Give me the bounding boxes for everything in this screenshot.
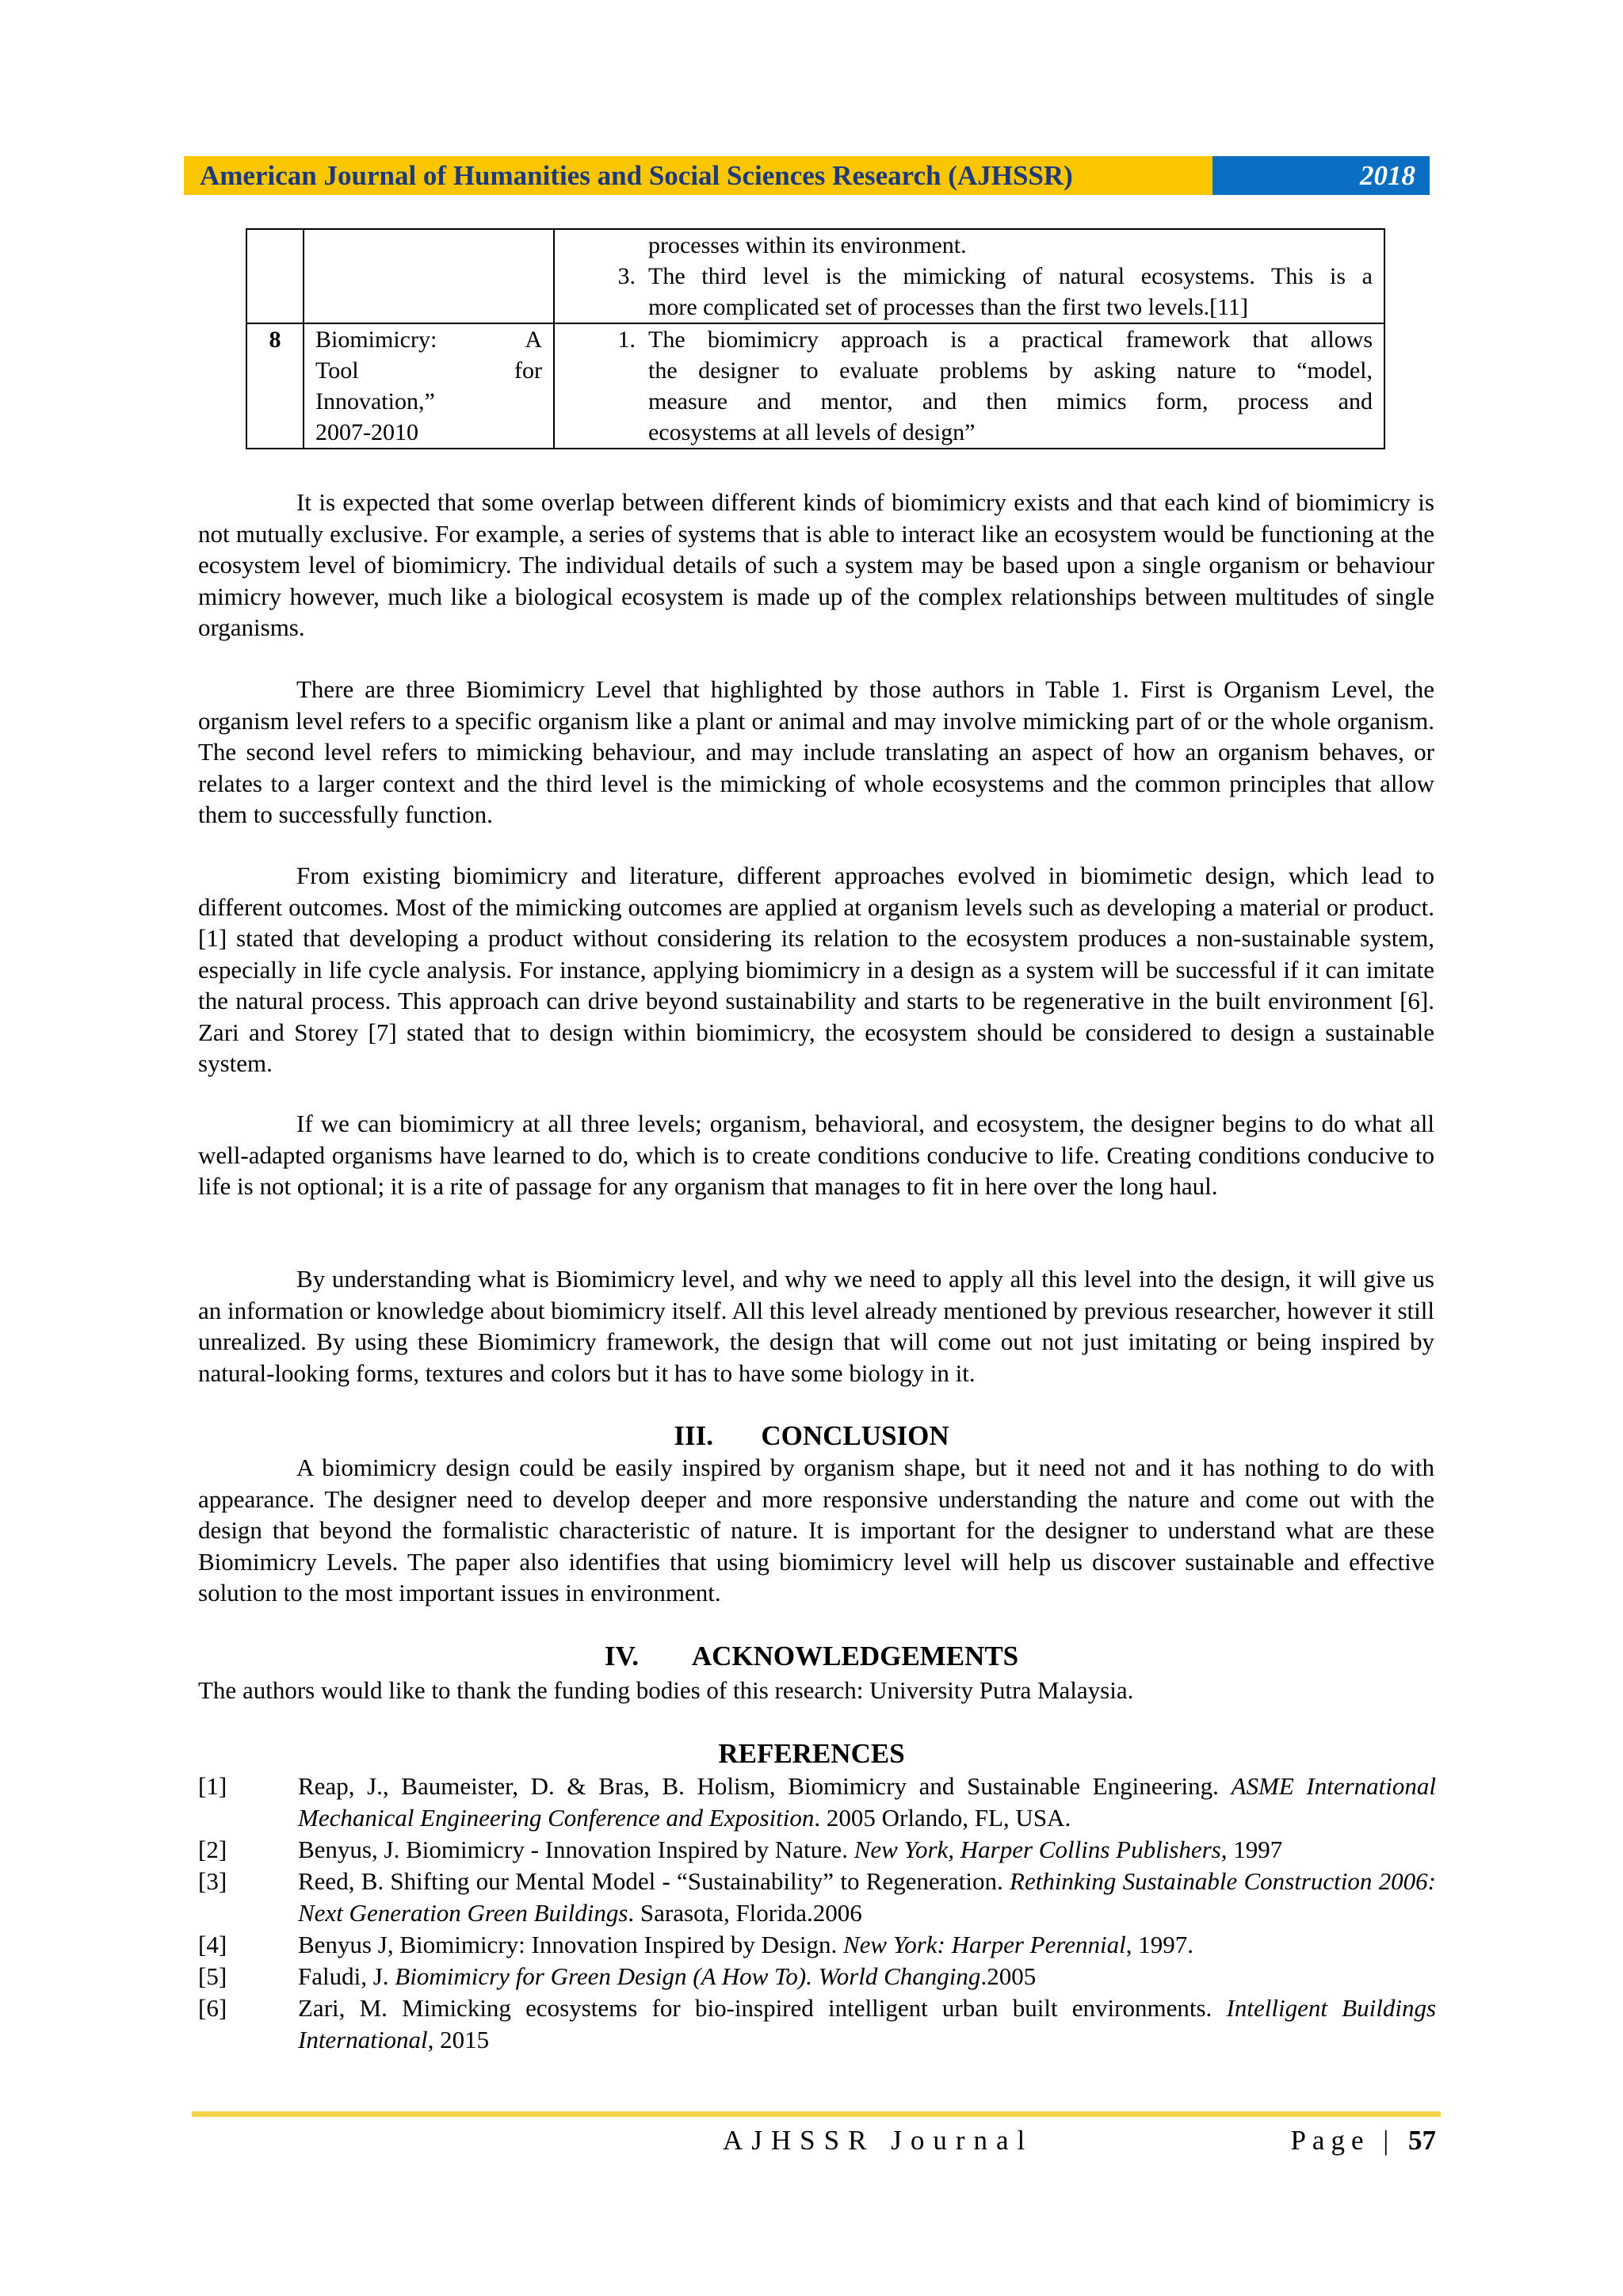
table-cell-title	[304, 323, 554, 449]
paragraph: From existing biomimicry and literature, different approaches evolved in biomimetic design, which lead to different outcomes. Most of the mimicking outcomes are applied at organism levels such as developing a material or product. [1] stated that developing a product without considering its relation to the ecosystem produces a non-sustainable system, especially in life cycle analysis. For instance, applying biomimicry in a design as a system will be successful if it can imitate the natural process. This approach can drive beyond sustainability and starts to be regenerative in the built environment [6]. Zari and Storey [7] stated that to design within biomimicry, the ecosystem should be considered to design a sustainable system.	[198, 861, 1434, 1077]
paragraph: The authors would like to thank the funding bodies of this research: University Putra Malaysia.	[198, 1676, 1134, 1704]
table-cell-number: 8	[246, 323, 304, 449]
footer-divider	[192, 2111, 1441, 2117]
list-item	[555, 230, 1373, 261]
section-title: REFERENCES	[718, 1738, 905, 1769]
page-label: Page |	[1290, 2125, 1396, 2156]
list-item	[555, 324, 1373, 448]
section-title: ACKNOWLEDGEMENTS	[691, 1641, 1019, 1671]
title-word: Biomimicry:	[315, 327, 437, 353]
list-item-number: 1.	[617, 327, 636, 353]
list-item-text: measure and mentor, and then mimics form, process and	[648, 388, 1373, 415]
list-item-text: The biomimicry approach is a practical framework that allows	[648, 327, 1373, 353]
body-text	[198, 1108, 1434, 1202]
reference-item: [3] Reed, B. Shifting our Mental Model - “Sustainability” to Regeneration. Rethinking Sustainable Construction 2006: Next Generation Green Buildings. Sarasota, Florida.2006	[198, 1867, 1437, 1927]
section-heading-acknowledgements	[0, 1641, 1623, 1672]
list-item-text: the designer to evaluate problems by asking nature to “model,	[648, 357, 1373, 384]
section-heading-references	[0, 1738, 1623, 1770]
title-word: A	[525, 327, 542, 353]
journal-year: 2018	[1212, 156, 1430, 195]
body-text	[198, 1675, 1434, 1706]
paragraph: A biomimicry design could be easily inspired by organism shape, but it need not and it has nothing to do with appearance. The designer need to develop deeper and more responsive understanding the nature and come out with the design that beyond the formalistic characteristic of nature. It is important for the designer to understand what are these Biomimicry Levels. The paper also identifies that using biomimicry level will help us discover sustainable and effective solution to the most important issues in environment.	[198, 1454, 1434, 1606]
footer-page-number	[1290, 2125, 1436, 2157]
body-text	[198, 487, 1434, 644]
paragraph: There are three Biomimicry Level that highlighted by those authors in Table 1. First is Organism Level, the organism level refers to a specific organism like a plant or animal and may involve mimicking part of or the whole organism. The second level refers to mimicking behaviour, and may include translating an aspect of how an organism behaves, or relates to a larger context and the third level is the mimicking of whole ecosystems and the common principles that allow them to successfully function.	[198, 675, 1434, 828]
journal-header	[184, 156, 1430, 195]
reference-item: [6] Zari, M. Mimicking ecosystems for bio-inspired intelligent urban built environments. Intelligent Buildings International, 2015	[198, 1994, 1437, 2053]
table-row	[246, 229, 1384, 323]
list-item-text: The third level is the mimicking of natural ecosystems. This is a	[648, 263, 1373, 289]
table-cell-number	[246, 229, 304, 323]
reference-item: [1] Reap, J., Baumeister, D. & Bras, B. Holism, Biomimicry and Sustainable Engineering. ASME International Mechanical Engineering Conference and Exposition. 2005 Orlando, FL, USA.	[198, 1772, 1437, 1832]
title-word: Innovation,”	[315, 388, 435, 415]
body-text	[198, 1263, 1434, 1389]
body-text	[198, 674, 1434, 831]
section-title: CONCLUSION	[761, 1420, 949, 1451]
title-word: 2007-2010	[315, 419, 418, 445]
list-item-text: ecosystems at all levels of design”	[648, 419, 976, 445]
journal-title: American Journal of Humanities and Social Sciences Research (AJHSSR)	[184, 156, 1212, 195]
biomimicry-table	[246, 228, 1385, 449]
section-heading-conclusion	[0, 1420, 1623, 1452]
list-item-text: processes within its environment.	[648, 232, 967, 258]
reference-list	[198, 1771, 1436, 2056]
paragraph: It is expected that some overlap between different kinds of biomimicry exists and that each kind of biomimicry is not mutually exclusive. For example, a series of systems that is able to interact like an ecosystem would be functioning at the ecosystem level of biomimicry. The individual details of such a system may be based upon a single organism or behaviour mimicry however, much like a biological ecosystem is made up of the complex relationships between multitudes of single organisms.	[198, 488, 1434, 641]
body-text	[198, 1452, 1434, 1609]
list-item	[555, 261, 1373, 323]
page-number: 57	[1408, 2125, 1436, 2156]
title-word: Tool	[315, 357, 359, 384]
reference-item: [2] Benyus, J. Biomimicry - Innovation Inspired by Nature. New York, Harper Collins Publishers, 1997	[198, 1836, 1283, 1863]
paragraph: By understanding what is Biomimicry level, and why we need to apply all this level into the design, it will give us an information or knowledge about biomimicry itself. All this level already mentioned by previous researcher, however it still unrealized. By using these Biomimicry framework, the design that will come out not just imitating or being inspired by natural-looking forms, textures and colors but it has to have some biology in it.	[198, 1265, 1434, 1387]
section-number: III.	[674, 1420, 713, 1451]
reference-item: [4] Benyus J, Biomimicry: Innovation Inspired by Design. New York: Harper Perennial, 1997.	[198, 1931, 1193, 1958]
table-cell-description	[554, 229, 1384, 323]
body-text	[198, 860, 1434, 1079]
reference-item: [5] Faludi, J. Biomimicry for Green Design (A How To). World Changing.2005	[198, 1962, 1037, 1990]
title-word: for	[514, 357, 542, 384]
paragraph: If we can biomimicry at all three levels; organism, behavioral, and ecosystem, the designer begins to do what all well-adapted organisms have learned to do, which is to create conditions conducive to life. Creating conditions conducive to life is not optional; it is a rite of passage for any organism that manages to fit in here over the long haul.	[198, 1110, 1434, 1200]
list-item-number: 3.	[617, 263, 636, 289]
table-cell-description	[554, 323, 1384, 449]
table-row	[246, 323, 1384, 449]
table-cell-title	[304, 229, 554, 323]
list-item-text: more complicated set of processes than the first two levels.[11]	[648, 294, 1248, 320]
section-number: IV.	[604, 1641, 639, 1671]
footer-journal-name: AJHSSR Journal	[723, 2125, 1034, 2156]
